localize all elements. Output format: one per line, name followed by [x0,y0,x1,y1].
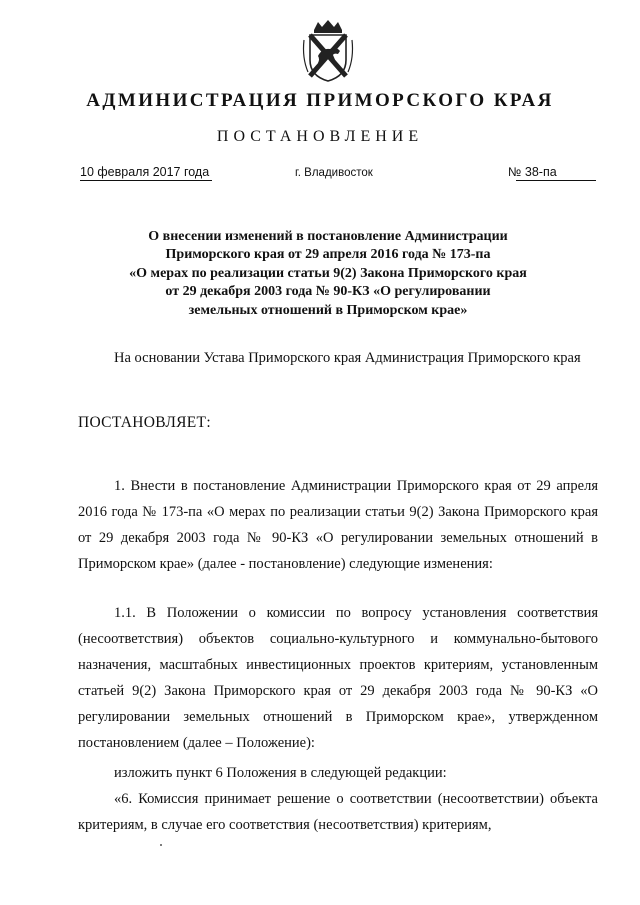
date-underline [80,180,212,181]
paragraph-quote: «6. Комиссия принимает решение о соответствии (несоответствии) объекта критериям, в случае его соответствия (несоответствия) критериям, [78,791,598,833]
subject-line: земельных отношений в Приморском крае» [188,302,468,318]
paragraph-1: 1. Внести в постановление Администрации Приморского края от 29 апреля 2016 года № 173-па «О мерах по реализации статьи 9(2) Закона Приморского края от 29 декабря 2003 года № 90-КЗ «О регулировании земельных отношений в Приморском крае» (далее - постановление) следующие изменения: [78,478,598,572]
subject-line: Приморского края от 29 апреля 2016 года № 173-па [165,247,491,263]
paragraph-instruction: изложить пункт 6 Положения в следующей редакции: [114,765,447,781]
document-date [80,165,209,179]
document-city: г. Владивосток [295,167,373,179]
subject-line: от 29 декабря 2003 года № 90-КЗ «О регулировании [165,284,491,300]
document-number [508,165,557,179]
document-type: ПОСТАНОВЛЕНИЕ [216,128,424,145]
intro-paragraph: На основании Устава Приморского края Администрация Приморского края [114,350,581,366]
document-number-text: № 38-па [508,165,557,179]
coat-of-arms-icon [300,18,356,84]
subject-line: «О мерах по реализации статьи 9(2) Закона Приморского края [129,265,527,281]
number-underline [516,180,596,181]
paragraph-1-1: 1.1. В Положении о комиссии по вопросу установления соответствия (несоответствия) объектов социально-культурного и коммунально-бытового назначения, масштабных инвестиционных проектов критериям, установленным статьей 9(2) Закона Приморского края от 29 декабря 2003 года № 90-КЗ «О регулировании земельных отношений в Приморском крае», утвержденном постановлением (далее – Положение): [78,605,598,751]
resolves-heading: ПОСТАНОВЛЯЕТ: [78,414,211,431]
scan-speck [160,844,162,846]
document-date-text: 10 февраля 2017 года [80,165,210,179]
document-subject [108,228,548,320]
subject-line: О внесении изменений в постановление Администрации [148,229,508,244]
organization-title: АДМИНИСТРАЦИЯ ПРИМОРСКОГО КРАЯ [86,90,554,111]
